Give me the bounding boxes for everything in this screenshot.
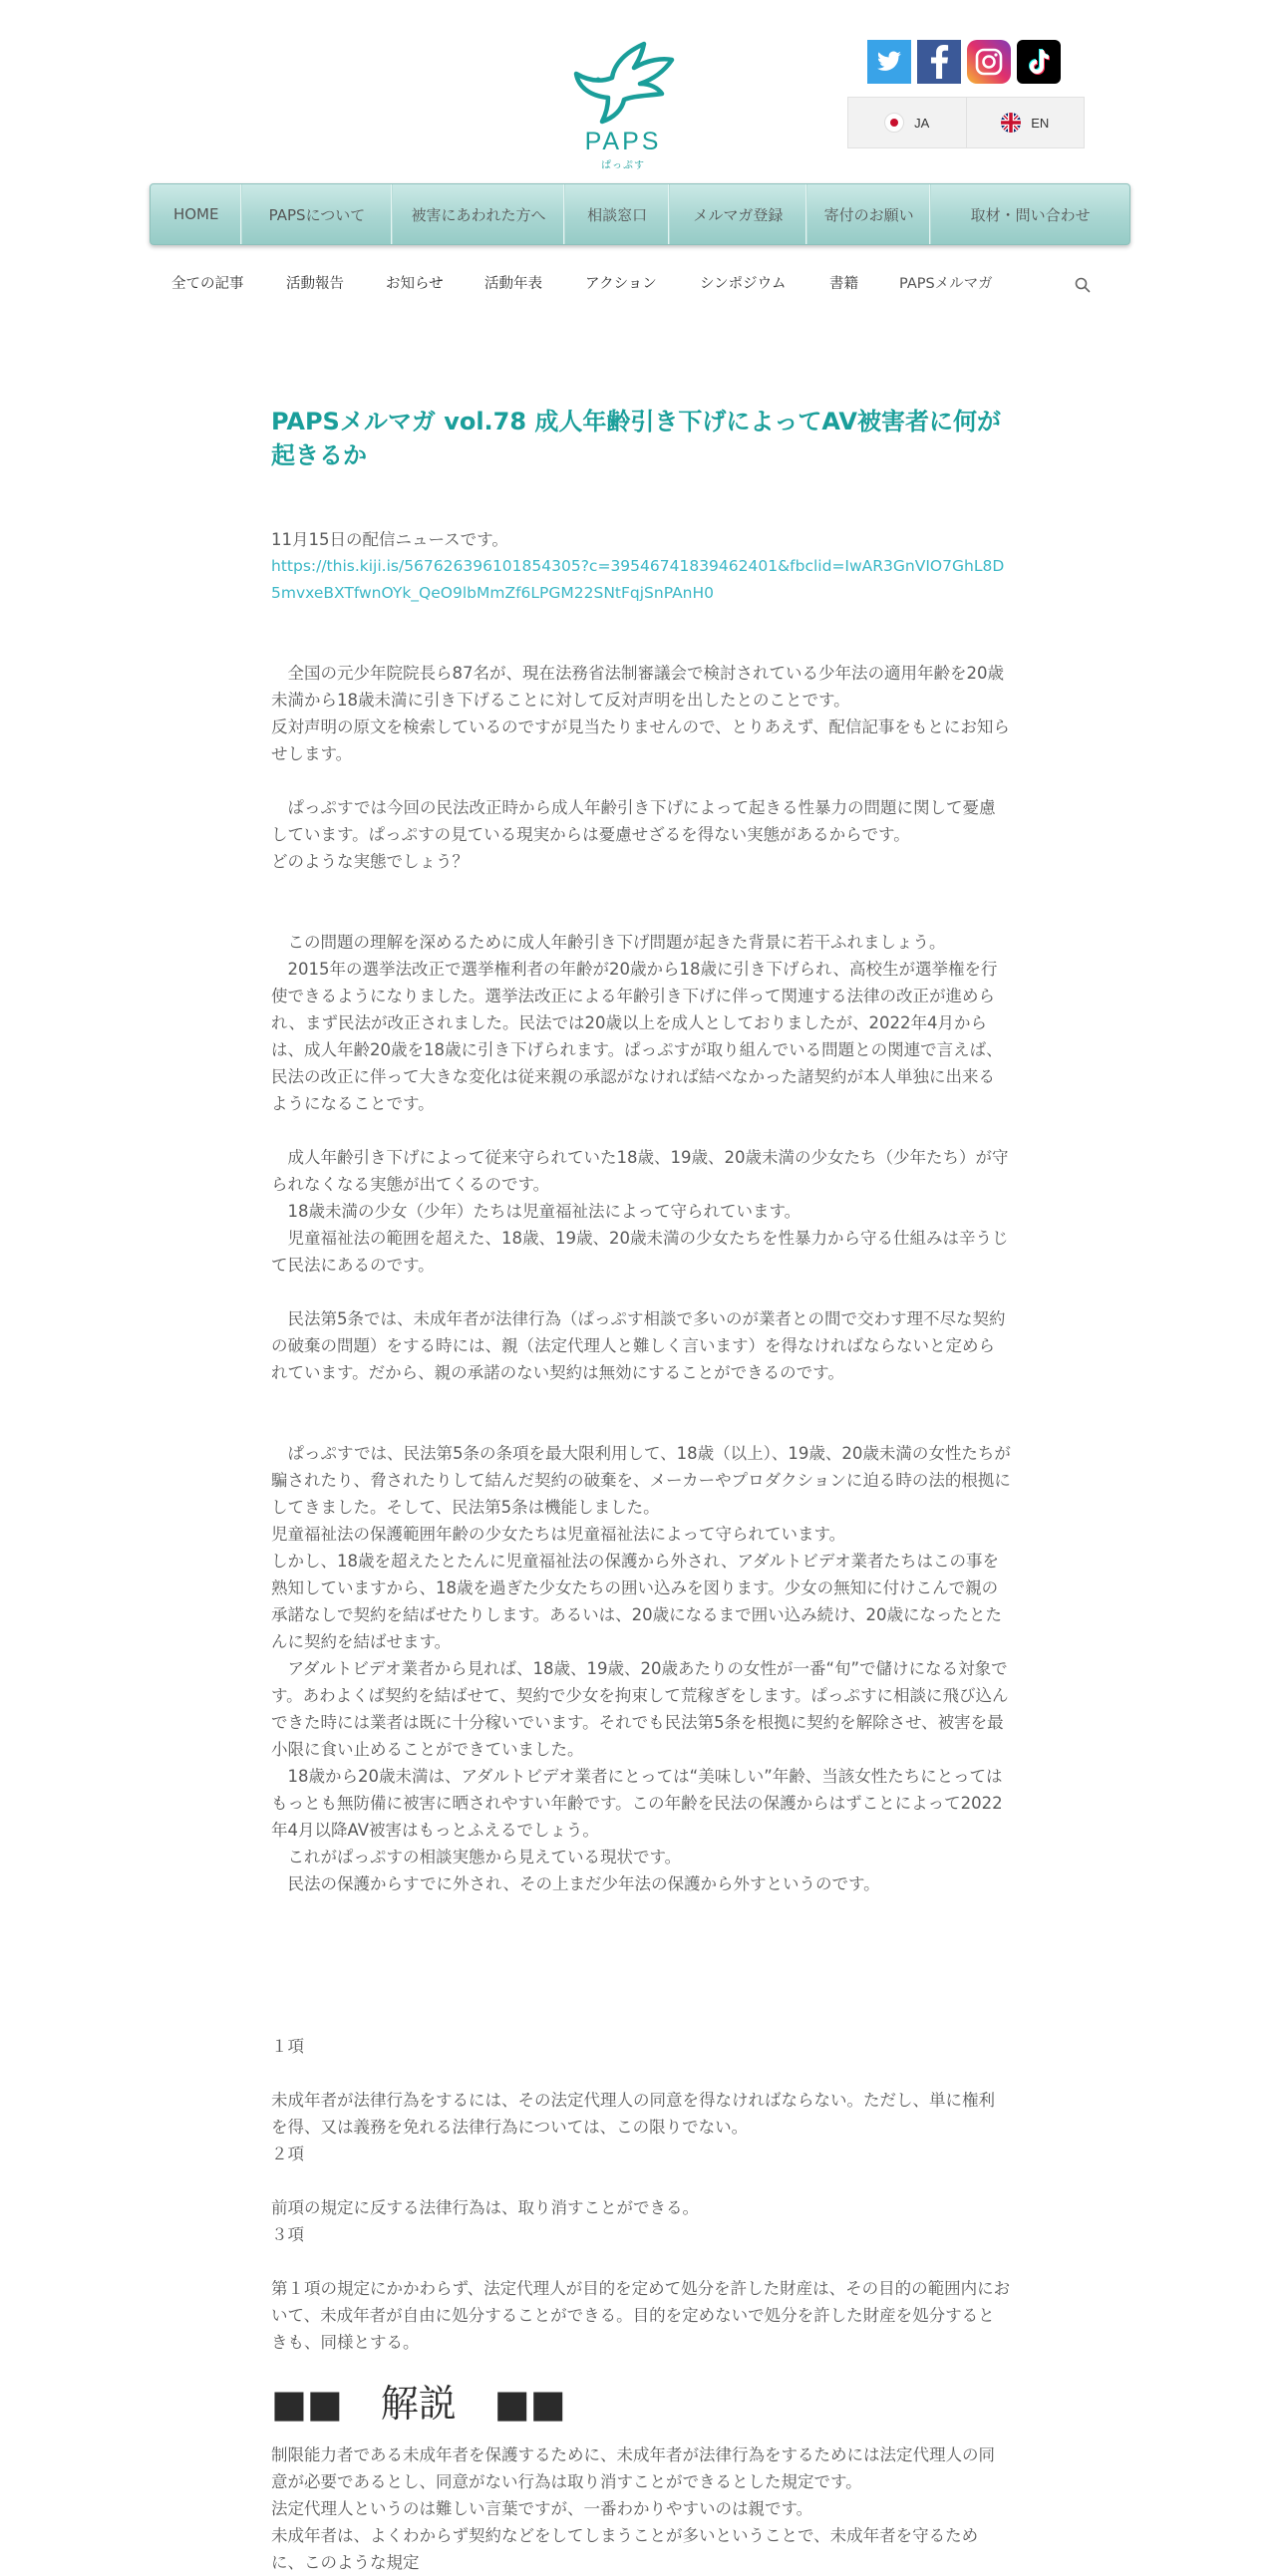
dove-logo-icon	[568, 38, 678, 130]
facebook-icon[interactable]	[917, 40, 961, 84]
news-source-link[interactable]: https://this.kiji.is/567626396101854305?c=39546741839462401&fbclid=IwAR3GnVIO7GhL8D5mvxeBXTfwnOYk_QeO9lbMmZf6LPGM22SNtFqjSnPAnH0	[271, 557, 1005, 602]
article-intro: 11月15日の配信ニュースです。	[271, 530, 508, 549]
paragraph-2	[271, 794, 1011, 875]
nav-about[interactable]: PAPSについて	[242, 184, 392, 244]
text-line: 2015年の選挙法改正で選挙権利者の年齢が20歳から18歳に引き下げられ、高校生が選挙権を行使できるようになりました。選挙法改正による年齢引き下げに伴って関連する法律の改正が進められ、まず民法が改正されました。民法では20歳以上を成人としておりましたが、2022年4月からは、成人年齢20歳を18歳に引き下げられます。ぱっぷすが取り組んでいる問題との関連で言えば、民法の改正に伴って大きな変化は従来親の承認がなければ結べなかった諸契約が本人単独に出来るようになることです。	[271, 960, 1003, 1113]
spacer	[271, 2248, 1011, 2275]
paragraph-4	[271, 1144, 1011, 1279]
lang-ja-option[interactable]	[848, 98, 966, 147]
category-paps-newsletter[interactable]: PAPSメルマガ	[899, 276, 993, 292]
main-navigation	[150, 183, 1130, 245]
text-line: これがぱっぷすの相談実態から見えている現状です。	[271, 1848, 682, 1866]
text-line: 制限能力者である未成年者を保護するために、未成年者が法律行為をするためには法定代理人の同意が必要であるとし、同意がない行為は取り消すことができるとした規定です。	[271, 2445, 995, 2491]
article-intro-block	[271, 526, 1011, 607]
nav-contact[interactable]: 取材・問い合わせ	[970, 205, 1091, 224]
text-line: 児童福祉法の保護範囲年齢の少女たちは児童福祉法によって守られています。	[271, 1525, 846, 1544]
instagram-icon[interactable]	[967, 40, 1011, 84]
language-switcher	[847, 97, 1085, 148]
text-line: この問題の理解を深めるために成人年齢引き下げ問題が起きた背景に若干ふれましょう。	[271, 933, 946, 952]
tiktok-icon[interactable]	[1017, 40, 1061, 84]
law-item-label: ２項	[271, 2145, 304, 2163]
spacer	[271, 2060, 1011, 2087]
logo-text: PAPS	[584, 128, 662, 155]
law-item-text: 第１項の規定にかかわらず、法定代理人が目的を定めて処分を許した財産は、その目的の範囲内において、未成年者が自由に処分することができる。目的を定めないで処分を許した財産を処分するときも、同様とする。	[271, 2279, 1011, 2352]
text-line: ぱっぷすでは今回の民法改正時から成人年齢引き下げによって起きる性暴力の問題に関して憂慮しています。ぱっぷすの見ている現実からは憂慮せざるを得ない実態があるからです。	[271, 798, 996, 844]
nav-for-victims[interactable]: 被害にあわれた方へ	[393, 184, 566, 244]
social-links	[867, 40, 1061, 84]
commentary-block	[271, 2441, 1011, 2576]
category-all-posts[interactable]: 全ての記事	[171, 276, 244, 292]
logo-subtext: ぱっぷす	[601, 160, 645, 171]
article-title: PAPSメルマガ vol.78 成人年齢引き下げによってAV被害者に何が起きるか	[271, 408, 1001, 469]
paragraph-1	[271, 660, 1011, 767]
law-item-label: ３項	[271, 2225, 304, 2244]
uk-flag-icon	[1001, 113, 1021, 133]
text-line: 民法第5条では、未成年者が法律行為（ぱっぷす相談で多いのが業者との間で交わす理不尽な契約の破棄の問題）をする時には、親（法定代理人と難しく言います）を得なければならないと定められています。だから、親の承諾のない契約は無効にすることができるのです。	[271, 1309, 1006, 1382]
law-article-5	[271, 2033, 1011, 2356]
text-line: ぱっぷすでは、民法第5条の条項を最大限利用して、18歳（以上）、19歳、20歳未満の女性たちが騙されたり、脅されたりして結んだ契約の破棄を、メーカーやプロダクションに迫る時の法的根拠にしてきました。そして、民法第5条は機能しました。	[271, 1444, 1011, 1517]
paragraph-6	[271, 1440, 1011, 1897]
text-line: しかし、18歳を超えたとたんに児童福祉法の保護から外され、アダルトビデオ業者たちはこの事を熟知していますから、18歳を過ぎた少女たちの囲い込みを図ります。少女の無知に付けこんで親の承諾なしで契約を結ばせたりします。あるいは、20歳になるまで囲い込み続け、20歳になったとたんに契約を結ばせます。	[271, 1552, 1003, 1651]
law-item-label: １項	[271, 2037, 304, 2056]
search-icon[interactable]	[1075, 277, 1091, 293]
commentary-heading: ■■ 解説 ■■	[271, 2382, 566, 2426]
category-action[interactable]: アクション	[585, 276, 657, 292]
law-item-text: 前項の規定に反する法律行為は、取り消すことができる。	[271, 2198, 699, 2217]
lang-en-label: EN	[1031, 115, 1050, 131]
blog-category-nav	[169, 272, 1087, 298]
lang-en-option[interactable]	[966, 98, 1085, 147]
nav-home[interactable]: HOME	[151, 184, 242, 244]
text-line: 民法の保護からすでに外され、その上まだ少年法の保護から外すというのです。	[271, 1874, 880, 1893]
paragraph-3	[271, 929, 1011, 1117]
law-item-text: 未成年者が法律行為をするには、その法定代理人の同意を得なければならない。ただし、単に権利を得、又は義務を免れる法律行為については、この限りでない。	[271, 2091, 995, 2137]
text-line: 全国の元少年院院長ら87名が、現在法務省法制審議会で検討されている少年法の適用年齢を20歳未満から18歳未満に引き下げることに対して反対声明を出したとのことです。	[271, 664, 1004, 710]
category-activity-report[interactable]: 活動報告	[286, 276, 344, 292]
nav-donation[interactable]: 寄付のお願い	[807, 184, 931, 244]
spacer	[271, 2167, 1011, 2194]
text-line: 成人年齢引き下げによって従来守られていた18歳、19歳、20歳未満の少女たち（少年たち）が守られなくなる実態が出てくるのです。	[271, 1148, 1009, 1194]
text-line: 18歳から20歳未満は、アダルトビデオ業者にとっては“美味しい”年齢、当該女性たちにとってはもっとも無防備に被害に晒されやすい年齢です。この年齢を民法の保護からはずことによって2022年4月以降AV被害はもっとふえるでしょう。	[271, 1767, 1003, 1840]
japan-flag-icon	[884, 113, 904, 133]
twitter-icon[interactable]	[867, 40, 911, 84]
nav-newsletter-signup[interactable]: メルマガ登録	[670, 184, 807, 244]
text-line: 反対声明の原文を検索しているのですが見当たりませんので、とりあえず、配信記事をもとにお知らせします。	[271, 717, 1010, 763]
category-news[interactable]: お知らせ	[386, 276, 444, 292]
text-line: 未成年者は、よくわからず契約などをしてしまうことが多いということで、未成年者を守るために、このような規定	[271, 2526, 979, 2572]
text-line: 18歳未満の少女（少年）たちは児童福祉法によって守られています。	[271, 1202, 801, 1221]
text-line: アダルトビデオ業者から見れば、18歳、19歳、20歳あたりの女性が一番“旬”で儲けになる対象です。あわよくば契約を結ばせて、契約で少女を拘束して荒稼ぎをします。ぱっぷすに相談に飛び込んできた時には業者は既に十分稼いでいます。それでも民法第5条を根拠に契約を解除させ、被害を最小限に食い止めることができていました。	[271, 1659, 1009, 1759]
category-books[interactable]: 書籍	[829, 276, 858, 292]
lang-ja-label: JA	[914, 115, 930, 131]
text-line: 児童福祉法の範囲を超えた、18歳、19歳、20歳未満の少女たちを性暴力から守る仕組みは辛うじて民法にあるのです。	[271, 1229, 1009, 1275]
category-timeline[interactable]: 活動年表	[484, 276, 542, 292]
paragraph-5	[271, 1305, 1011, 1386]
text-line: どのような実態でしょう？	[271, 852, 469, 871]
paps-logo[interactable]	[568, 38, 678, 172]
nav-consultation[interactable]: 相談窓口	[565, 184, 669, 244]
text-line: 法定代理人というのは難しい言葉ですが、一番わかりやすいのは親です。	[271, 2499, 813, 2518]
category-symposium[interactable]: シンポジウム	[700, 276, 787, 292]
